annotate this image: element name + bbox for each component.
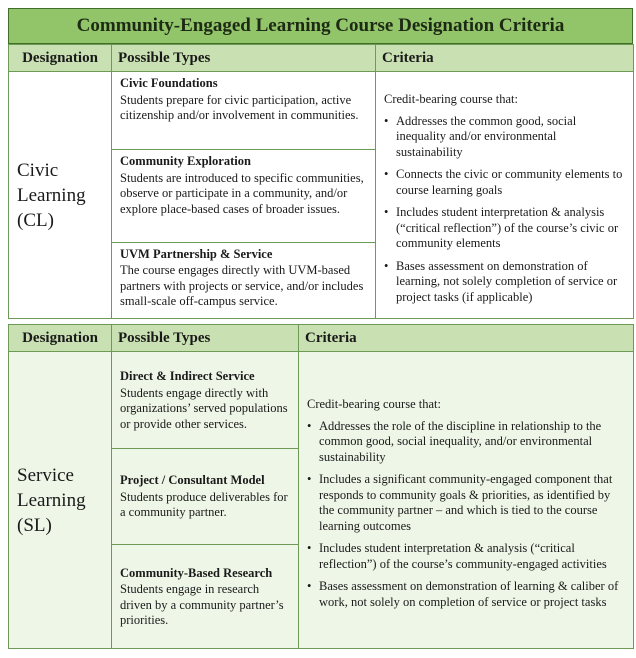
criteria-header: Criteria xyxy=(299,325,634,352)
table-header-row xyxy=(9,45,634,72)
type-community-exploration xyxy=(112,150,376,243)
service-learning-table xyxy=(8,324,634,649)
criteria-item: • Addresses the role of the discipline in relationship to the common good, social inequality, and/or environmental sustainability xyxy=(307,419,625,466)
possible-types-header: Possible Types xyxy=(112,45,376,72)
type-description: Students are introduced to specific communities, observe or participate in a community, and/or explore place-based cases of broader issues. xyxy=(120,170,364,216)
type-community-based-research xyxy=(112,545,299,649)
criteria-lead: Credit-bearing course that: xyxy=(307,397,441,411)
criteria-item: • Bases assessment on demonstration of learning, not solely completion of service or project tasks (if applicable) xyxy=(384,259,625,306)
designation-line: (SL) xyxy=(17,514,52,536)
designation-header: Designation xyxy=(9,45,112,72)
type-description: The course engages directly with UVM-based partners with projects or service, and/or includes small-scale off-campus service. xyxy=(120,263,364,309)
criteria-lead: Credit-bearing course that: xyxy=(384,92,518,106)
civic-designation xyxy=(9,72,112,319)
type-name: Community-Based Research xyxy=(120,565,273,580)
type-name: Community Exploration xyxy=(120,154,251,169)
type-name: Civic Foundations xyxy=(120,76,218,90)
type-description: Students engage directly with organizations’ served populations or provide other services. xyxy=(120,385,288,431)
criteria-list xyxy=(307,419,625,611)
criteria-item: • Includes student interpretation & analysis (“critical reflection”) of the course’s community-engaged activities xyxy=(307,541,625,572)
criteria-header: Criteria xyxy=(376,45,634,72)
type-description: Students produce deliverables for a community partner. xyxy=(120,489,288,520)
possible-types-header: Possible Types xyxy=(112,325,299,352)
type-description: Students engage in research driven by a community partner’s priorities. xyxy=(120,582,284,627)
type-civic-foundations xyxy=(112,72,376,150)
designation-line: (CL) xyxy=(17,209,54,231)
table-header-row xyxy=(9,325,634,352)
type-uvm-partnership xyxy=(112,242,376,318)
type-description: Students prepare for civic participation, active citizenship and/or involvement in communities. xyxy=(120,92,359,122)
criteria-list xyxy=(384,114,625,306)
criteria-item: • Addresses the common good, social inequality and/or environmental sustainability xyxy=(384,114,625,161)
type-project-consultant xyxy=(112,449,299,545)
criteria-item: • Includes student interpretation & analysis (“critical reflection”) of the course’s civic or community elements xyxy=(384,205,625,252)
designation-line: Civic xyxy=(17,159,59,181)
service-designation xyxy=(9,352,112,649)
designation-header: Designation xyxy=(9,325,112,352)
criteria-item: • Includes a significant community-engaged component that responds to community goals & priorities, as identified by the community partner – and which is tied to the course learning outcomes xyxy=(307,472,625,534)
criteria-item: • Connects the civic or community elements to course learning goals xyxy=(384,167,625,198)
type-name: Direct & Indirect Service xyxy=(120,369,255,383)
page-title: Community-Engaged Learning Course Designation Criteria xyxy=(8,8,633,44)
criteria-item: • Bases assessment on demonstration of learning & caliber of work, not solely on completion of service or project tasks xyxy=(307,579,625,610)
civic-learning-table xyxy=(8,44,634,319)
designation-line: Learning xyxy=(17,184,86,206)
type-name: UVM Partnership & Service xyxy=(120,246,273,261)
civic-criteria xyxy=(376,72,634,319)
type-direct-indirect-service xyxy=(112,352,299,449)
designation-line: Learning xyxy=(17,489,86,511)
designation-line: Service xyxy=(17,464,74,486)
type-name: Project / Consultant Model xyxy=(120,473,265,488)
service-criteria xyxy=(299,352,634,649)
